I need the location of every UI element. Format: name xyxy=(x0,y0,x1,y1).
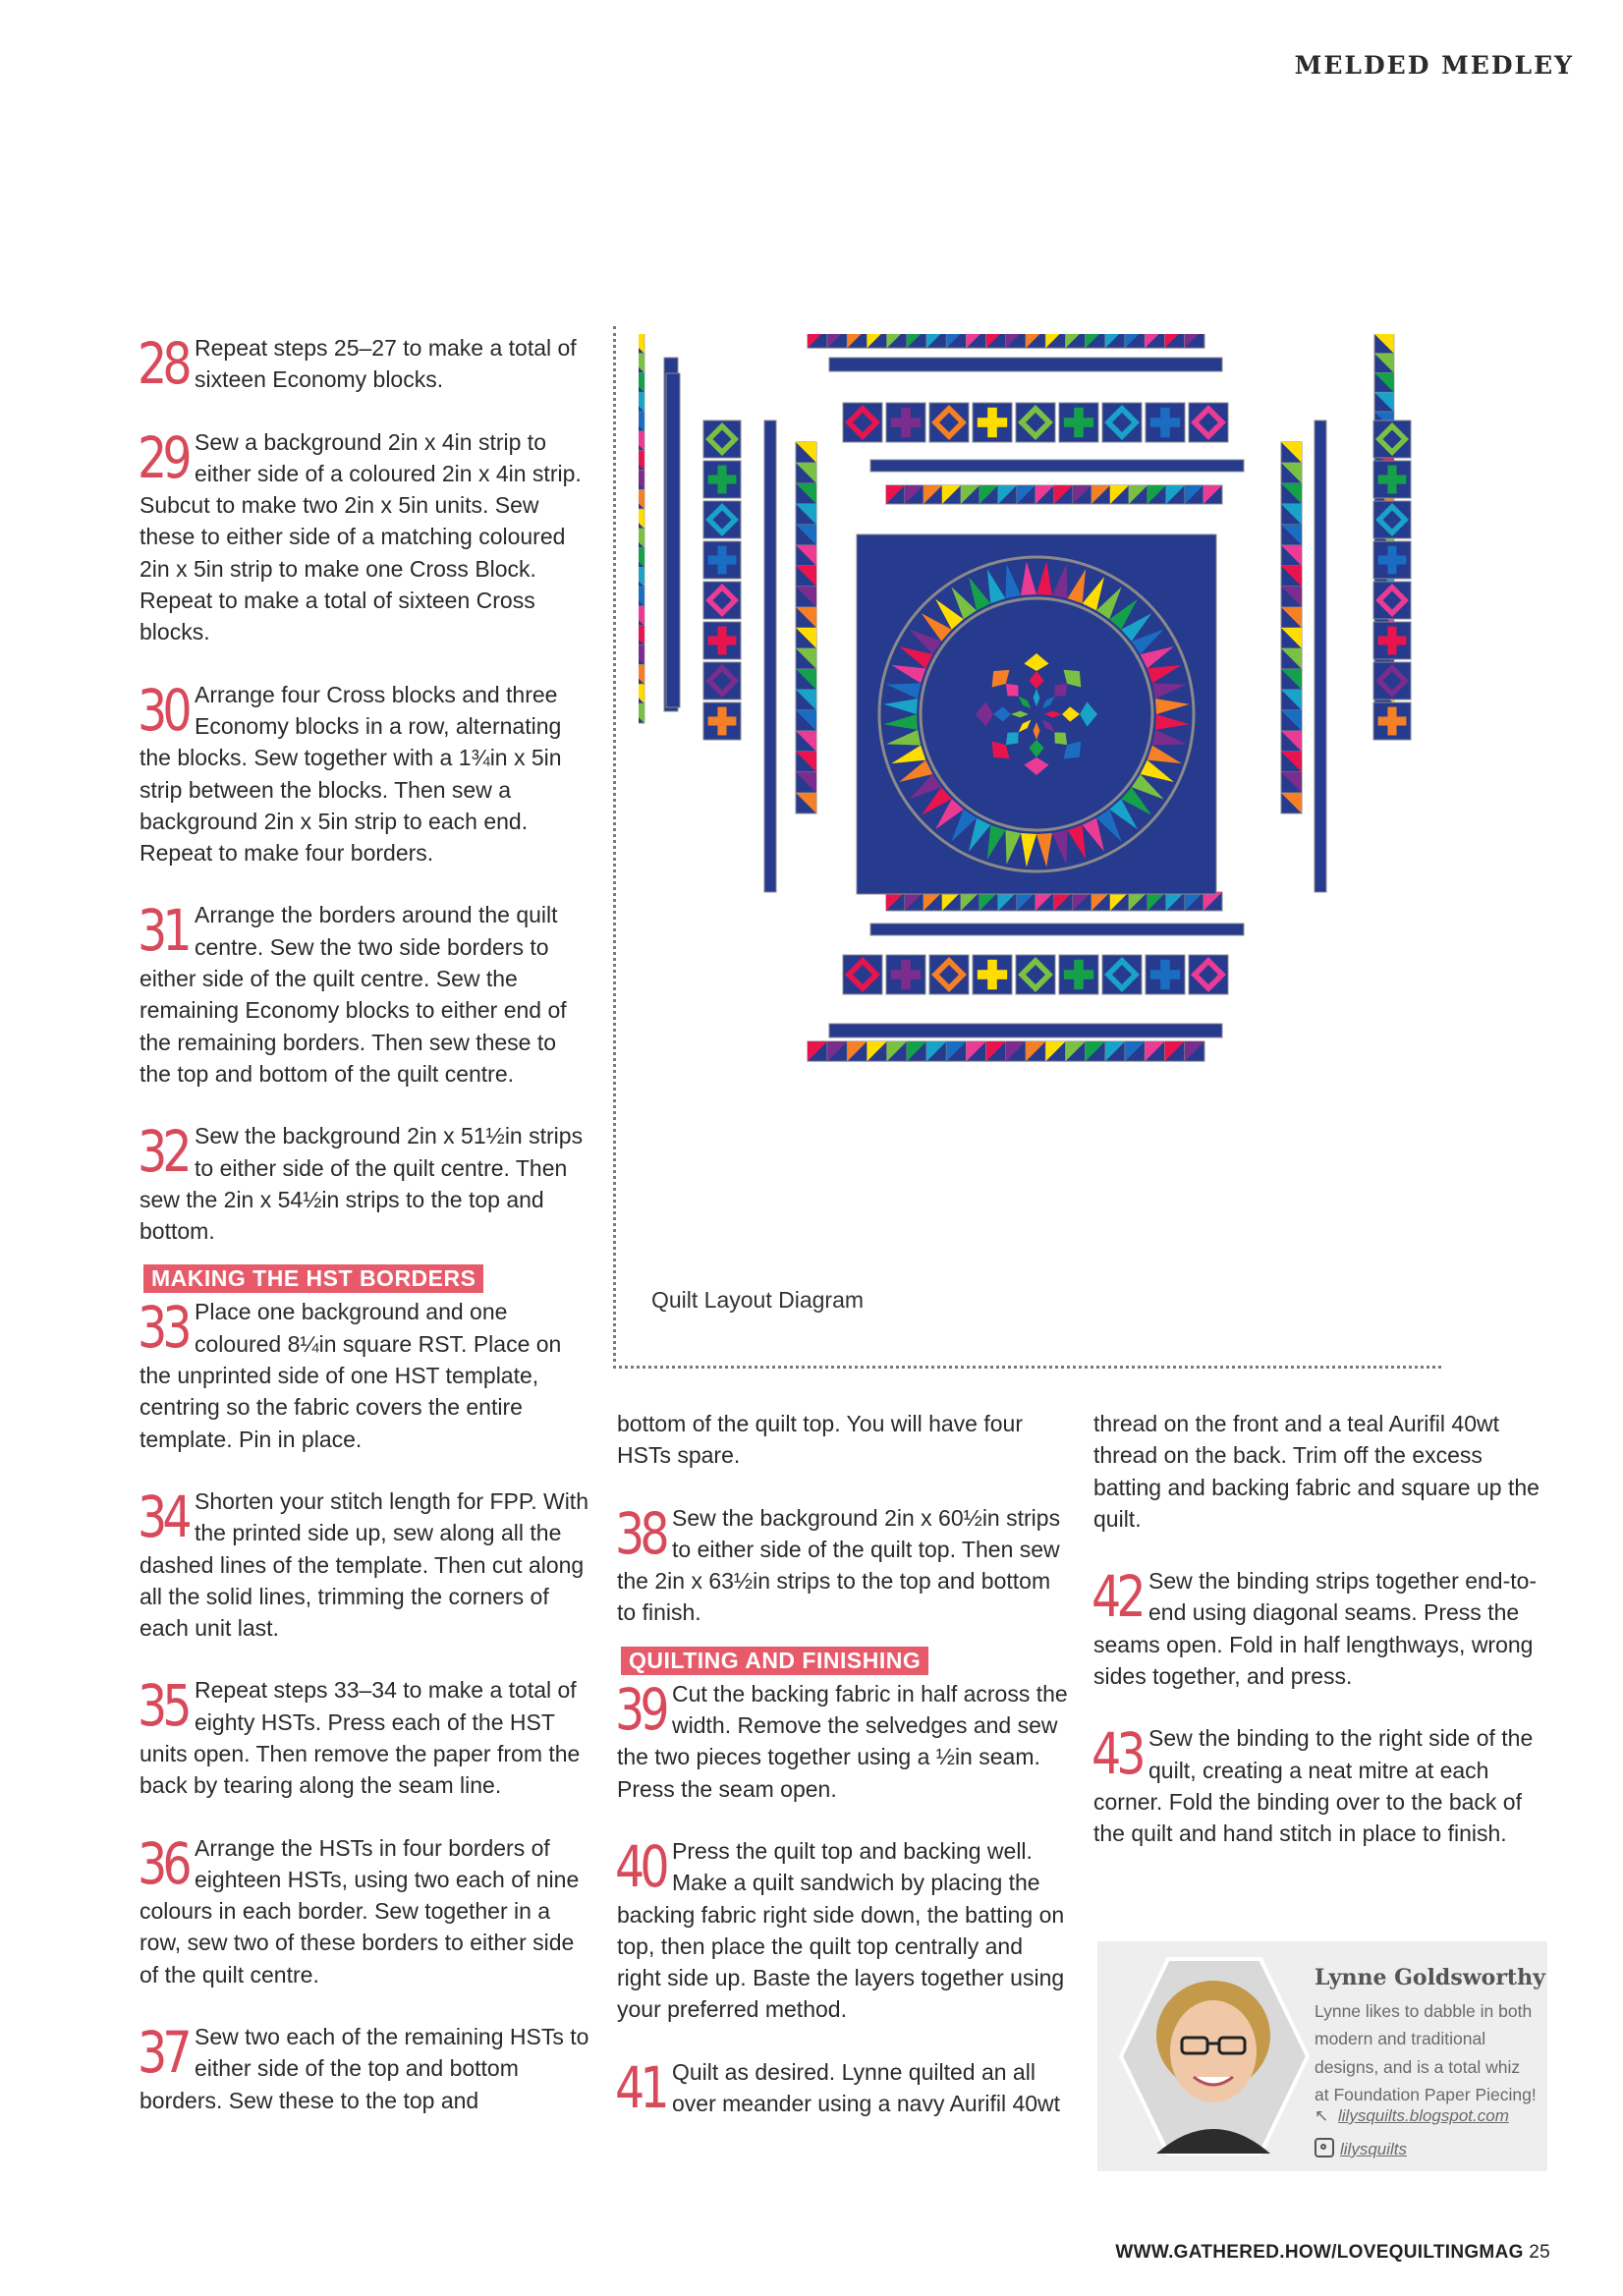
cross-bar xyxy=(1064,970,1093,980)
step-text: Sew two each of the remaining HSTs to either side of the top and bottom borders. Sew these to the top and xyxy=(140,2024,589,2113)
border-strip xyxy=(1315,420,1326,892)
step-number: 32 xyxy=(138,1118,188,1186)
cross-bar xyxy=(708,636,737,644)
cross-bar xyxy=(1378,475,1407,483)
cross-bar xyxy=(708,716,737,725)
page-footer xyxy=(1115,2242,1550,2264)
step-37 xyxy=(140,2021,591,2116)
star-diamond xyxy=(1006,732,1019,745)
author-blog-link[interactable] xyxy=(1315,2106,1509,2126)
step-number: 31 xyxy=(138,897,188,965)
step-37-continued xyxy=(617,1408,1071,1472)
author-photo xyxy=(1117,1957,1310,2156)
step-text: Sew the background 2in x 51½in strips to either side of the quilt centre. Then sew the 2in x 54½in strips to the top and bottom. xyxy=(140,1123,584,1245)
step-38 xyxy=(615,1499,1071,1629)
cross-bar xyxy=(1150,418,1180,427)
diagram-caption: Quilt Layout Diagram xyxy=(651,1287,865,1313)
cross-bar xyxy=(978,418,1007,427)
step-text: Sew the background 2in x 60½in strips to either side of the quilt top. Then sew the 2in x 63½in strips to the top and bottom to finish. xyxy=(617,1504,1061,1626)
step-41 xyxy=(615,2053,1071,2121)
step-text: Place one background and one coloured 8¼in square RST. Place on the unprinted side of one HST template, centring so the fabric covers the entire template. Pin in place. xyxy=(140,1299,562,1452)
cross-bar xyxy=(1150,970,1180,980)
star-diamond xyxy=(1054,684,1067,697)
blog-url: lilysquilts.blogspot.com xyxy=(1338,2106,1509,2125)
step-32 xyxy=(140,1120,591,1247)
step-40 xyxy=(615,1832,1071,2026)
border-strip xyxy=(829,1024,1222,1037)
step-28 xyxy=(140,332,591,396)
step-number: 36 xyxy=(138,1829,188,1897)
author-bio-box xyxy=(1097,1941,1547,2171)
step-39 xyxy=(615,1675,1071,1805)
cursor-icon: ↖ xyxy=(1315,2106,1329,2125)
quilt-layout-diagram xyxy=(639,334,1434,1258)
step-text: Sew the binding strips together end-to-end using diagonal seams. Press the seams open. Fold in half lengthways, wrong sides together, and press. xyxy=(1093,1568,1538,1690)
border-strip xyxy=(870,924,1244,935)
step-29 xyxy=(138,423,591,648)
step-number: 29 xyxy=(138,423,188,491)
step-number: 43 xyxy=(1091,1720,1142,1788)
step-number: 37 xyxy=(138,2019,188,2087)
cross-bar xyxy=(708,555,737,564)
instagram-icon xyxy=(1315,2138,1334,2157)
step-text: Arrange four Cross blocks and three Economy blocks in a row, alternating the blocks. Sew together with a 1¾in x 5in strip between the blocks. Then sew a background 2in x 5in strip to each end. Repeat to make four borders. xyxy=(140,681,562,867)
instagram-handle: lilysquilts xyxy=(1340,2140,1408,2158)
border-strip xyxy=(764,420,776,892)
step-text: Quilt as desired. Lynne quilted an all over meander using a navy Aurifil 40wt xyxy=(672,2058,1061,2117)
author-instagram-link[interactable] xyxy=(1315,2138,1407,2159)
author-bio: Lynne likes to dabble in both modern and traditional designs, and is a total whiz at Foundation Paper Piecing! xyxy=(1315,2001,1537,2104)
step-text: bottom of the quilt top. You will have four HSTs spare. xyxy=(617,1411,1023,1469)
cross-bar xyxy=(1378,555,1407,564)
step-43 xyxy=(1093,1722,1547,1849)
footer-url: WWW.GATHERED.HOW/LOVEQUILTINGMAG xyxy=(1115,2242,1524,2263)
step-number: 30 xyxy=(138,676,188,744)
cross-bar xyxy=(1064,418,1093,427)
section-heading-quilting-finishing: QUILTING AND FINISHING xyxy=(621,1647,928,1675)
step-number: 41 xyxy=(615,2053,665,2121)
step-text: Sew a background 2in x 4in strip to either side of a coloured 2in x 4in strip. Subcut to make two 2in x 5in units. Sew these to either side of a matching coloured 2in x 5in strip to make one Cross Block. Repeat to make a total of sixteen Cross blocks. xyxy=(140,428,582,645)
step-number: 35 xyxy=(138,1672,188,1740)
star-diamond xyxy=(1006,684,1019,697)
cross-bar xyxy=(1378,716,1407,725)
cross-bar xyxy=(708,475,737,483)
step-text: thread on the front and a teal Aurifil 40wt thread on the back. Trim off the excess batting and backing fabric and square up the quilt. xyxy=(1093,1411,1539,1532)
author-name: Lynne Goldsworthy xyxy=(1315,1965,1545,1990)
border-strip xyxy=(666,373,680,707)
step-35 xyxy=(140,1674,591,1801)
star-diamond xyxy=(1054,732,1067,745)
step-31 xyxy=(140,899,591,1090)
step-text: Repeat steps 33–34 to make a total of eighty HSTs. Press each of the HST units open. Then remove the paper from the back by tearing along the seam line. xyxy=(140,1677,581,1799)
instructions-column-1 xyxy=(140,332,591,2147)
cross-bar xyxy=(978,970,1007,980)
cross-bar xyxy=(891,970,921,980)
step-41-continued xyxy=(1093,1408,1547,1535)
step-33 xyxy=(140,1296,591,1454)
cross-bar xyxy=(891,418,921,427)
step-text: Arrange the HSTs in four borders of eighteen HSTs, using two each of nine colours in each border. Sew together in a row, sew two of these borders to either side of the quilt centre. xyxy=(140,1834,580,1988)
step-34 xyxy=(140,1485,591,1644)
border-strip xyxy=(870,460,1244,472)
step-text: Press the quilt top and backing well. Make a quilt sandwich by placing the backing fabric right side down, the batting on top, then place the quilt top centrally and right side up. Baste the layers together using your preferred method. xyxy=(617,1837,1065,2023)
step-number: 38 xyxy=(615,1499,665,1567)
step-30 xyxy=(138,676,591,869)
section-heading-hst-borders: MAKING THE HST BORDERS xyxy=(143,1264,483,1293)
step-number: 34 xyxy=(138,1483,188,1550)
page-number: 25 xyxy=(1529,2242,1550,2263)
step-number: 39 xyxy=(615,1675,665,1743)
step-text: Repeat steps 25–27 to make a total of sixteen Economy blocks. xyxy=(195,335,577,393)
step-text: Shorten your stitch length for FPP. With the printed side up, sew along all the dashed lines of the template. Then cut along all the solid lines, trimming the corners of each unit last. xyxy=(140,1487,588,1642)
step-text: Arrange the borders around the quilt centre. Sew the two side borders to either side of the quilt centre. Sew the remaining Economy blocks to either end of the remaining borders. Then sew these to the top and bottom of the quilt centre. xyxy=(140,902,567,1087)
cross-bar xyxy=(1378,636,1407,644)
step-text: Cut the backing fabric in half across the width. Remove the selvedges and sew the two pieces together using a ½in seam. Press the seam open. xyxy=(617,1680,1068,1802)
step-number: 40 xyxy=(615,1832,665,1900)
step-number: 33 xyxy=(138,1294,188,1362)
step-text: Sew the binding to the right side of the quilt, creating a neat mitre at each corner. Fold the binding over to the back of the quilt and hand stitch in place to finish. xyxy=(1093,1725,1534,1847)
instructions-column-2 xyxy=(617,1408,1071,2150)
step-36 xyxy=(138,1829,591,1990)
step-number: 42 xyxy=(1091,1563,1142,1631)
quilt-centre xyxy=(857,534,1216,894)
border-strip xyxy=(829,358,1222,371)
step-number: 28 xyxy=(138,330,188,397)
step-42 xyxy=(1093,1565,1547,1692)
page-header-title: MELDED MEDLEY xyxy=(1294,51,1574,80)
instructions-column-3 xyxy=(1093,1408,1547,1880)
